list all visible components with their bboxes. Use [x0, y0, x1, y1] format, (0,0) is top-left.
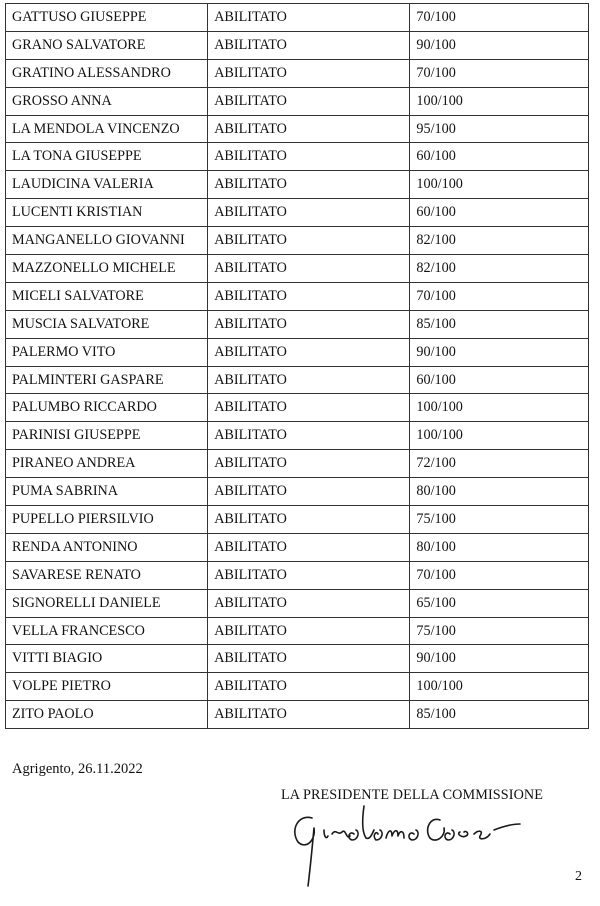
score-cell: 70/100 [410, 4, 589, 32]
place-date: Agrigento, 26.11.2022 [12, 761, 143, 777]
status-cell: ABILITATO [208, 366, 410, 394]
status-cell: ABILITATO [208, 31, 410, 59]
score-cell: 72/100 [410, 450, 589, 478]
score-cell: 95/100 [410, 115, 589, 143]
name-cell: MICELI SALVATORE [6, 282, 208, 310]
status-cell: ABILITATO [208, 143, 410, 171]
results-table-body [6, 4, 589, 729]
status-cell: ABILITATO [208, 450, 410, 478]
name-cell: LA TONA GIUSEPPE [6, 143, 208, 171]
name-cell: LAUDICINA VALERIA [6, 171, 208, 199]
table-row [6, 115, 589, 143]
status-cell: ABILITATO [208, 701, 410, 729]
status-cell: ABILITATO [208, 171, 410, 199]
score-cell: 65/100 [410, 589, 589, 617]
score-cell: 70/100 [410, 59, 589, 87]
table-row [6, 59, 589, 87]
name-cell: SIGNORELLI DANIELE [6, 589, 208, 617]
name-cell: MANGANELLO GIOVANNI [6, 227, 208, 255]
name-cell: GRANO SALVATORE [6, 31, 208, 59]
name-cell: LUCENTI KRISTIAN [6, 199, 208, 227]
score-cell: 82/100 [410, 255, 589, 283]
status-cell: ABILITATO [208, 673, 410, 701]
name-cell: LA MENDOLA VINCENZO [6, 115, 208, 143]
table-row [6, 422, 589, 450]
president-title: LA PRESIDENTE DELLA COMMISSIONE [281, 787, 544, 803]
table-row [6, 282, 589, 310]
name-cell: VOLPE PIETRO [6, 673, 208, 701]
table-row [6, 561, 589, 589]
status-cell: ABILITATO [208, 282, 410, 310]
status-cell: ABILITATO [208, 310, 410, 338]
table-row [6, 589, 589, 617]
name-cell: SAVARESE RENATO [6, 561, 208, 589]
score-cell: 100/100 [410, 87, 589, 115]
name-cell: PUPELLO PIERSILVIO [6, 506, 208, 534]
table-row [6, 31, 589, 59]
score-cell: 90/100 [410, 31, 589, 59]
results-table [5, 3, 589, 729]
score-cell: 85/100 [410, 701, 589, 729]
table-row [6, 533, 589, 561]
status-cell: ABILITATO [208, 589, 410, 617]
table-row [6, 87, 589, 115]
table-row [6, 227, 589, 255]
table-row [6, 506, 589, 534]
score-cell: 75/100 [410, 617, 589, 645]
status-cell: ABILITATO [208, 422, 410, 450]
score-cell: 85/100 [410, 310, 589, 338]
name-cell: VITTI BIAGIO [6, 645, 208, 673]
status-cell: ABILITATO [208, 227, 410, 255]
table-row [6, 617, 589, 645]
table-row [6, 338, 589, 366]
status-cell: ABILITATO [208, 533, 410, 561]
score-cell: 80/100 [410, 533, 589, 561]
status-cell: ABILITATO [208, 394, 410, 422]
name-cell: GROSSO ANNA [6, 87, 208, 115]
score-cell: 75/100 [410, 506, 589, 534]
status-cell: ABILITATO [208, 561, 410, 589]
name-cell: PARINISI GIUSEPPE [6, 422, 208, 450]
score-cell: 90/100 [410, 645, 589, 673]
table-row [6, 366, 589, 394]
status-cell: ABILITATO [208, 87, 410, 115]
signature-image [280, 790, 550, 900]
status-cell: ABILITATO [208, 338, 410, 366]
score-cell: 100/100 [410, 673, 589, 701]
name-cell: PALUMBO RICCARDO [6, 394, 208, 422]
name-cell: MUSCIA SALVATORE [6, 310, 208, 338]
score-cell: 100/100 [410, 422, 589, 450]
status-cell: ABILITATO [208, 617, 410, 645]
name-cell: RENDA ANTONINO [6, 533, 208, 561]
score-cell: 82/100 [410, 227, 589, 255]
table-row [6, 701, 589, 729]
table-row [6, 171, 589, 199]
status-cell: ABILITATO [208, 506, 410, 534]
status-cell: ABILITATO [208, 255, 410, 283]
score-cell: 70/100 [410, 561, 589, 589]
status-cell: ABILITATO [208, 478, 410, 506]
score-cell: 90/100 [410, 338, 589, 366]
table-row [6, 645, 589, 673]
name-cell: GRATINO ALESSANDRO [6, 59, 208, 87]
table-row [6, 450, 589, 478]
status-cell: ABILITATO [208, 199, 410, 227]
name-cell: MAZZONELLO MICHELE [6, 255, 208, 283]
table-row [6, 4, 589, 32]
table-row [6, 310, 589, 338]
name-cell: VELLA FRANCESCO [6, 617, 208, 645]
table-row [6, 394, 589, 422]
score-cell: 80/100 [410, 478, 589, 506]
score-cell: 100/100 [410, 394, 589, 422]
table-row [6, 255, 589, 283]
score-cell: 60/100 [410, 366, 589, 394]
page-number: 2 [575, 869, 582, 884]
name-cell: PALERMO VITO [6, 338, 208, 366]
table-row [6, 673, 589, 701]
name-cell: PIRANEO ANDREA [6, 450, 208, 478]
status-cell: ABILITATO [208, 645, 410, 673]
table-row [6, 143, 589, 171]
score-cell: 60/100 [410, 199, 589, 227]
score-cell: 60/100 [410, 143, 589, 171]
score-cell: 100/100 [410, 171, 589, 199]
status-cell: ABILITATO [208, 59, 410, 87]
status-cell: ABILITATO [208, 4, 410, 32]
status-cell: ABILITATO [208, 115, 410, 143]
score-cell: 70/100 [410, 282, 589, 310]
name-cell: PALMINTERI GASPARE [6, 366, 208, 394]
name-cell: ZITO PAOLO [6, 701, 208, 729]
name-cell: PUMA SABRINA [6, 478, 208, 506]
table-row [6, 199, 589, 227]
name-cell: GATTUSO GIUSEPPE [6, 4, 208, 32]
table-row [6, 478, 589, 506]
